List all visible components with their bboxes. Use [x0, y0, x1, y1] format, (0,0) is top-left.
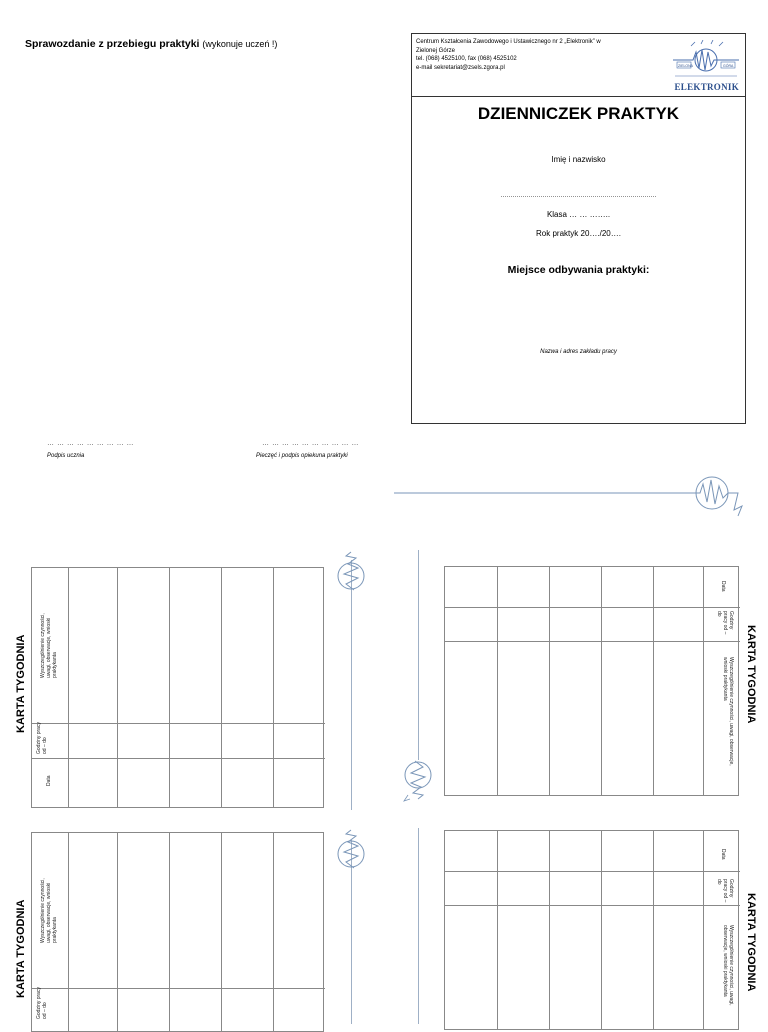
student-signature-line: … … … … … … … … … [47, 440, 135, 447]
week2-hours-header: Godziny pracy od – do [36, 987, 48, 1019]
logo-sub-left: ZIELONA [678, 64, 693, 68]
week-card-4 [444, 830, 739, 1030]
school-phone: tel. (068) 4525100, fax (068) 4525102 [416, 56, 517, 62]
week1-hours-header: Godziny pracy od – do [36, 722, 48, 754]
week3-notes-header: Wyszczególnienie czynności, uwagi, obserwacje, wnioski praktykanta [722, 657, 734, 766]
diary-cover [411, 33, 746, 424]
week2-notes-header: Wyszczególnienie czynności, uwagi, obserwacje, wnioski praktykanta [40, 878, 58, 943]
report-title [25, 38, 277, 50]
vertical-rule-4 [418, 828, 419, 1024]
week-card-2 [31, 832, 324, 1032]
year-line: Rok praktyk 20…./20…. [536, 229, 621, 238]
logo-text: ELEKTRONIK [674, 82, 739, 92]
week3-title: KARTA TYGODNIA [745, 625, 757, 724]
supervisor-signature-label: Pieczęć i podpis opiekuna praktyki [256, 453, 348, 459]
school-email: e-mail sekretariat@zsels.zgora.pl [416, 64, 505, 71]
week-card-3 [444, 566, 739, 796]
class-line: Klasa … … …….. [546, 210, 611, 219]
company-label: Nazwa i adres zakładu pracy [540, 349, 617, 355]
student-signature-label: Podpis ucznia [47, 453, 85, 459]
school-name: Centrum Kształcenia Zawodowego i Ustawicznego nr 2 „Elektronik” w [416, 39, 601, 45]
place-title: Miejsce odbywania praktyki: [507, 264, 650, 276]
week4-hours-header: Godziny pracy od – do [716, 879, 734, 903]
school-city: Zielonej Górze [416, 47, 456, 54]
cover-header [412, 34, 745, 97]
separator-wave-icon [394, 470, 768, 520]
week3-date-header: Data [720, 581, 726, 592]
report-hint: (wykonuje uczeń !) [202, 39, 278, 49]
vertical-rule-1 [351, 560, 352, 810]
logo-sub-right: GÓRA [723, 64, 734, 68]
vertical-rule-3 [418, 550, 419, 760]
wave-logo-icon-1 [334, 548, 370, 596]
week4-title: KARTA TYGODNIA [745, 893, 757, 992]
week-card-1 [31, 567, 324, 808]
week1-notes-header: Wyszczególnienie czynności, uwagi, obserwacje, wnioski praktykanta [40, 613, 58, 678]
supervisor-signature-line: … … … … … … … … … … [262, 440, 360, 447]
week4-date-header: Data [720, 849, 726, 860]
name-dots: …………………………………………………………………… [500, 193, 657, 199]
week2-title: KARTA TYGODNIA [15, 899, 27, 998]
diary-title: DZIENNICZEK PRAKTYK [477, 104, 680, 123]
week4-notes-header: Wyszczególnienie czynności, uwagi, obserwacje, wnioski praktykanta [722, 925, 734, 1006]
week1-title: KARTA TYGODNIA [15, 634, 27, 733]
week3-hours-header: Godziny pracy od – do [716, 611, 734, 635]
name-label: Imię i nazwisko [551, 155, 606, 164]
school-info [416, 38, 666, 72]
week1-date-header: Data [46, 775, 52, 786]
report-title-text: Sprawozdanie z przebiegu praktyki [25, 38, 200, 50]
wave-logo-icon-2 [334, 826, 370, 874]
wave-logo-icon-3 [400, 755, 436, 805]
